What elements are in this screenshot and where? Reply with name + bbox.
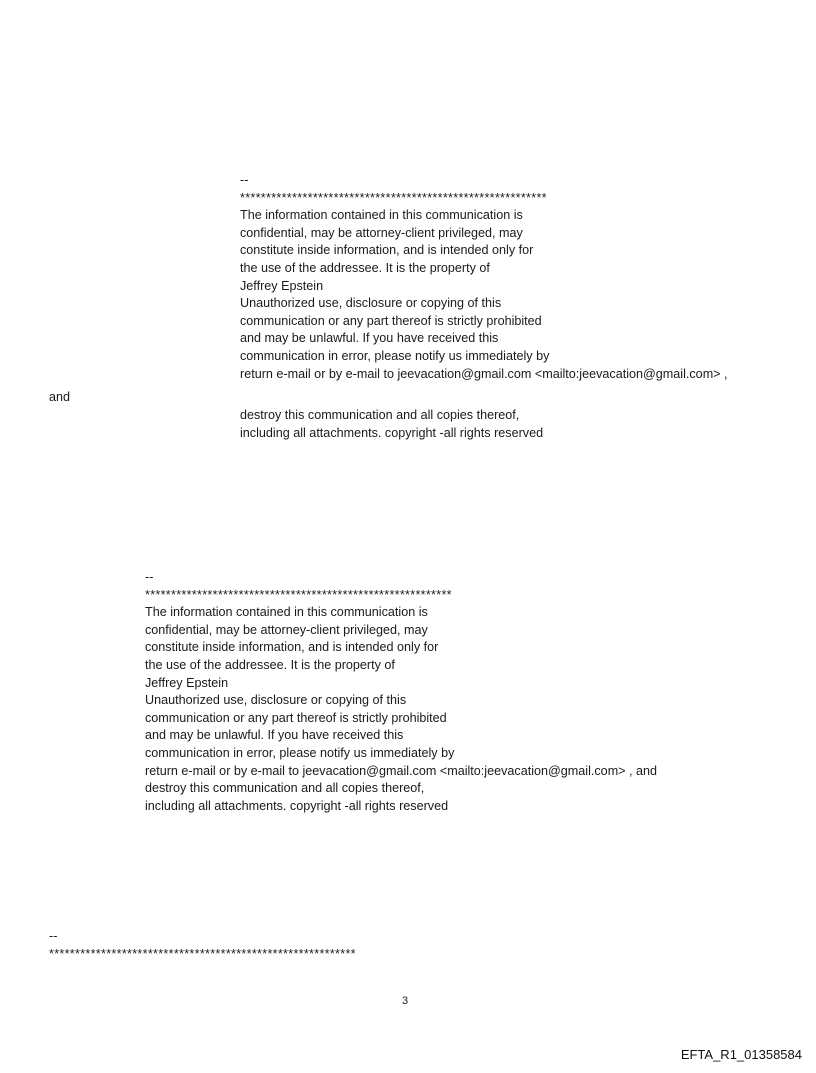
disclaimer-line: The information contained in this communication is (145, 605, 428, 620)
disclaimer-line: communication or any part thereof is strictly prohibited (240, 313, 542, 328)
bates-number: EFTA_R1_01358584 (680, 1047, 802, 1062)
disclaimer-line: the use of the addressee. It is the property of (240, 260, 490, 275)
disclaimer-line: return e-mail or by e-mail to jeevacation@gmail.com <mailto:jeevacation@gmail.com> , and (145, 763, 658, 778)
separator: -- (145, 570, 154, 584)
disclaimer-block-1-tail (240, 407, 543, 442)
disclaimer-block-3 (49, 928, 356, 963)
disclaimer-line: Unauthorized use, disclosure or copying of this (240, 296, 502, 311)
separator: -- (49, 929, 58, 943)
disclaimer-line: Jeffrey Epstein (240, 278, 324, 293)
disclaimer-line: the use of the addressee. It is the property of (145, 657, 395, 672)
disclaimer-line: confidential, may be attorney-client privileged, may (145, 622, 428, 637)
disclaimer-line: including all attachments. copyright -all rights reserved (145, 798, 449, 813)
page-number: 3 (402, 995, 409, 1007)
disclaimer-line: and may be unlawful. If you have received this (145, 728, 404, 743)
disclaimer-line: constitute inside information, and is intended only for (145, 640, 439, 655)
disclaimer-block-2 (145, 569, 657, 815)
asterisk-divider: *********************************************************** (145, 587, 452, 602)
disclaimer-line: destroy this communication and all copies thereof, (240, 408, 520, 422)
asterisk-divider: *********************************************************** (49, 946, 356, 961)
disclaimer-line: return e-mail or by e-mail to jeevacation@gmail.com <mailto:jeevacation@gmail.com> , (240, 366, 728, 381)
disclaimer-line: communication in error, please notify us immediately by (145, 745, 455, 760)
disclaimer-line: communication or any part thereof is strictly prohibited (145, 710, 447, 725)
disclaimer-line: destroy this communication and all copies thereof, (145, 781, 425, 796)
disclaimer-block-1 (240, 172, 728, 383)
disclaimer-line: confidential, may be attorney-client privileged, may (240, 225, 523, 240)
disclaimer-line: and may be unlawful. If you have received this (240, 331, 499, 346)
wrapped-word: and (49, 390, 71, 404)
disclaimer-line: communication in error, please notify us immediately by (240, 348, 550, 363)
disclaimer-line: The information contained in this communication is (240, 208, 523, 223)
disclaimer-line: including all attachments. copyright -all rights reserved (240, 425, 544, 440)
disclaimer-line: Jeffrey Epstein (145, 675, 229, 690)
separator: -- (240, 173, 249, 187)
asterisk-divider: *********************************************************** (240, 190, 547, 205)
disclaimer-line: constitute inside information, and is intended only for (240, 243, 534, 258)
disclaimer-line: Unauthorized use, disclosure or copying of this (145, 693, 407, 708)
